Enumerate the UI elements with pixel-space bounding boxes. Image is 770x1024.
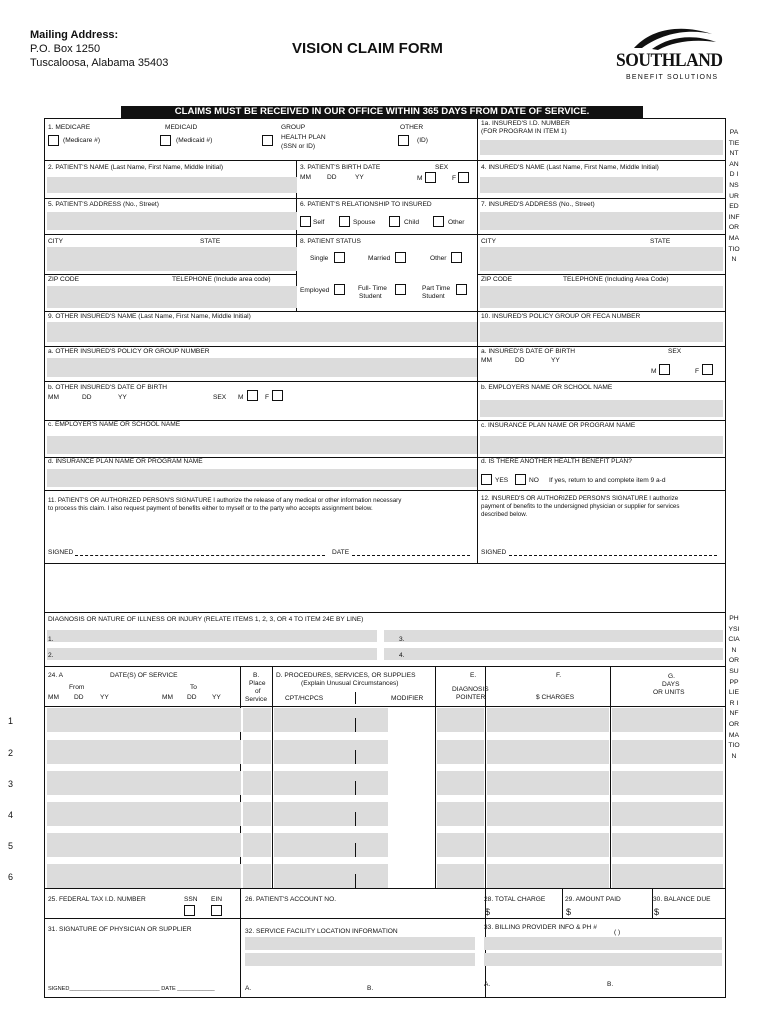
f8-label: 8. PATIENT STATUS [300, 238, 361, 245]
service-line-cell[interactable] [487, 740, 609, 764]
mailing-city: Tuscaloosa, Alabama 35403 [30, 57, 169, 69]
service-line-cell[interactable] [437, 802, 484, 826]
status-single-checkbox[interactable] [334, 252, 345, 263]
patient-address-input[interactable] [47, 212, 297, 230]
status-fulltime-checkbox[interactable] [395, 284, 406, 295]
f10c-label: c. INSURANCE PLAN NAME OR PROGRAM NAME [481, 422, 636, 429]
f25-ein: EIN [211, 896, 222, 903]
service-line-cell[interactable] [274, 771, 388, 795]
service-line-cell[interactable] [243, 802, 271, 826]
f33-a: A. [484, 981, 491, 988]
city-label-right: CITY [481, 238, 497, 245]
f31-signed[interactable]: SIGNED_____________________________ DATE ____________ [48, 986, 215, 992]
c24a-dd1: DD [74, 694, 84, 701]
service-line-cell[interactable] [437, 740, 484, 764]
service-line-cell[interactable] [612, 864, 723, 888]
other-id-checkbox[interactable] [398, 135, 409, 146]
service-line-number: 3 [8, 779, 14, 789]
f33-b: B. [607, 981, 614, 988]
f12-line2: payment of benefits to the undersigned physician or supplier for services [481, 503, 680, 510]
diagnosis-2-input[interactable] [57, 648, 377, 660]
insured-sex-f-checkbox[interactable] [702, 364, 713, 375]
f33-paren: ( ) [614, 929, 621, 936]
service-line-number: 4 [8, 810, 14, 820]
insured-name-input[interactable] [480, 177, 723, 193]
f28-label: 28. TOTAL CHARGE [484, 896, 546, 903]
f10d-yes: YES [495, 477, 509, 484]
c24e-3: POINTER [456, 694, 486, 701]
service-line-cell[interactable] [487, 771, 609, 795]
f8-fulltime-student: Student [359, 293, 382, 300]
modifier-divider [355, 692, 356, 704]
insurance-plan-input[interactable] [480, 436, 723, 454]
f1-other-label: OTHER [400, 124, 424, 131]
service-line-cell[interactable] [437, 833, 484, 857]
modifier-divider [355, 812, 356, 826]
f3-m: M [417, 175, 423, 182]
f29-label: 29. AMOUNT PAID [565, 896, 621, 903]
f11-date-label: DATE [332, 549, 350, 556]
f10a-dd: DD [515, 357, 525, 364]
phone-label-left: TELEPHONE (Include area code) [172, 276, 271, 283]
service-line-cell[interactable] [487, 802, 609, 826]
f1-group-label: GROUP [281, 124, 306, 131]
f3-yy: YY [355, 174, 364, 181]
f9b-dd: DD [82, 394, 92, 401]
patient-signature-line[interactable] [75, 555, 325, 556]
service-line-cell[interactable] [487, 833, 609, 857]
f1-medicaid-sub: (Medicaid #) [176, 137, 213, 144]
f8-employed: Employed [300, 287, 330, 294]
f11-line2: to process this claim. I also request payment of benefits either to myself or to the party who accepts assignment below. [48, 505, 373, 512]
f31-label: 31. SIGNATURE OF PHYSICIAN OR SUPPLIER [48, 926, 192, 933]
c24d-cpt: CPT/HCPCS [285, 695, 324, 702]
c24a-dates: DATE(S) OF SERVICE [110, 672, 178, 679]
zip-label-left: ZIP CODE [48, 276, 80, 283]
service-line-cell[interactable] [47, 833, 241, 857]
insured-zip-phone-input[interactable] [480, 286, 723, 308]
service-line-cell[interactable] [612, 833, 723, 857]
billing-line1-input[interactable] [484, 937, 722, 950]
service-line-number: 5 [8, 841, 14, 851]
status-other-checkbox[interactable] [451, 252, 462, 263]
f10a-yy: YY [551, 357, 560, 364]
other-plan-input[interactable] [47, 469, 477, 487]
patient-name-input[interactable] [47, 177, 297, 193]
c24a-mm1: MM [48, 694, 59, 701]
service-line-cell[interactable] [437, 771, 484, 795]
f3-dd: DD [327, 174, 337, 181]
service-line-cell[interactable] [274, 864, 388, 888]
f6-child: Child [404, 219, 420, 226]
side-physician-label: PHYSICIAN OR SUPPLIER INFORMATION [728, 615, 740, 760]
diagnosis-3-input[interactable] [409, 630, 723, 642]
status-employed-checkbox[interactable] [334, 284, 345, 295]
mailing-po-box: P.O. Box 1250 [30, 43, 101, 55]
f6-spouse: Spouse [353, 219, 376, 226]
service-line-cell[interactable] [243, 740, 271, 764]
f1-group-sub2: (SSN or ID) [281, 143, 316, 150]
service-line-cell[interactable] [487, 864, 609, 888]
patient-signature-date[interactable] [352, 555, 470, 556]
f10b-label: b. EMPLOYERS NAME OR SCHOOL NAME [481, 384, 613, 391]
service-line-cell[interactable] [47, 864, 241, 888]
f2-label: 2. PATIENT'S NAME (Last Name, First Name, Middle Initial) [48, 164, 224, 171]
service-line-cell[interactable] [47, 708, 241, 732]
service-line-cell[interactable] [612, 771, 723, 795]
f8-single: Single [310, 255, 329, 262]
f9b-yy: YY [118, 394, 127, 401]
c24a-yy1: YY [100, 694, 109, 701]
c24a-yy2: YY [212, 694, 221, 701]
f6-self: Self [313, 219, 325, 226]
service-line-cell[interactable] [274, 802, 388, 826]
c24a-mm2: MM [162, 694, 173, 701]
f9-label: 9. OTHER INSURED'S NAME (Last Name, First Name, Middle Initial) [48, 313, 251, 320]
service-line-number: 6 [8, 872, 14, 882]
f9b-sex-label: SEX [213, 394, 227, 401]
form-title: VISION CLAIM FORM [292, 40, 443, 57]
ssn-checkbox[interactable] [184, 905, 195, 916]
c24a-to: To [190, 684, 197, 691]
f11-line1: 11. PATIENT'S OR AUTHORIZED PERSON'S SIGNATURE I authorize the release of any medical or other information necessary [48, 497, 402, 504]
f1-medicare-sub: (Medicare #) [63, 137, 101, 144]
c24a-from: From [69, 684, 85, 691]
patient-sex-f-checkbox[interactable] [458, 172, 469, 183]
modifier-divider [355, 718, 356, 732]
service-line-cell[interactable] [612, 708, 723, 732]
f1-group-sub1: HEALTH PLAN [281, 134, 326, 141]
f9b-m: M [238, 394, 244, 401]
f12-signed-label: SIGNED [481, 549, 507, 556]
f25-label: 25. FEDERAL TAX I.D. NUMBER [48, 896, 146, 903]
f1a-label: 1a. INSURED'S I.D. NUMBER [481, 120, 570, 127]
group-health-checkbox[interactable] [262, 135, 273, 146]
f12-line3: described below. [481, 511, 528, 518]
service-line-cell[interactable] [47, 802, 241, 826]
f1-other-sub: (ID) [417, 137, 428, 144]
f9b-f: F [265, 394, 270, 401]
f5-label: 5. PATIENT'S ADDRESS (No., Street) [48, 201, 159, 208]
insured-id-input[interactable] [480, 140, 723, 155]
rel-self-checkbox[interactable] [300, 216, 311, 227]
other-employer-input[interactable] [47, 436, 477, 454]
f28-dollar: $ [485, 907, 491, 917]
rel-other-checkbox[interactable] [433, 216, 444, 227]
service-line-cell[interactable] [243, 833, 271, 857]
modifier-divider [355, 843, 356, 857]
service-line-cell[interactable] [47, 771, 241, 795]
other-insured-name-input[interactable] [47, 322, 477, 342]
diagnosis-1-input[interactable] [57, 630, 377, 642]
status-married-checkbox[interactable] [395, 252, 406, 263]
medicare-checkbox[interactable] [48, 135, 59, 146]
c24g-2: DAYS [662, 681, 680, 688]
f9a-label: a. OTHER INSURED'S POLICY OR GROUP NUMBER [48, 348, 210, 355]
patient-city-input[interactable] [47, 247, 297, 271]
service-line-cell[interactable] [243, 864, 271, 888]
side-patient-label: PATIENT AND INSURED INFORMATION [728, 129, 740, 264]
modifier-divider [355, 874, 356, 888]
phone-label-right: TELEPHONE (Including Area Code) [563, 276, 669, 283]
service-line-cell[interactable] [612, 740, 723, 764]
c24g-1: G. [668, 673, 675, 680]
f32-a: A. [245, 985, 252, 992]
insured-address-input[interactable] [480, 212, 723, 230]
f10-label: 10. INSURED'S POLICY GROUP OR FECA NUMBER [481, 313, 641, 320]
f26-label: 26. PATIENT'S ACCOUNT NO. [245, 896, 337, 903]
f10a-m: M [651, 368, 657, 375]
f10d-no: NO [529, 477, 539, 484]
f8-parttime-student: Student [422, 293, 445, 300]
ein-checkbox[interactable] [211, 905, 222, 916]
diag2-label: 2. [48, 652, 54, 659]
service-line-number: 1 [8, 716, 14, 726]
f9b-mm: MM [48, 394, 59, 401]
service-line-cell[interactable] [437, 708, 484, 732]
f9c-label: c. EMPLOYER'S NAME OR SCHOOL NAME [48, 421, 181, 428]
f10d-note: If yes, return to and complete item 9 a-d [549, 477, 666, 484]
service-line-cell[interactable] [243, 771, 271, 795]
f6-label: 6. PATIENT'S RELATIONSHIP TO INSURED [300, 201, 432, 208]
facility-line2-input[interactable] [245, 953, 475, 966]
f32-label: 32. SERVICE FACILITY LOCATION INFORMATION [245, 928, 398, 935]
c24g-3: OR UNITS [653, 689, 685, 696]
c24a-label: 24. A [48, 672, 64, 679]
f8-married: Married [368, 255, 391, 262]
f10a-label: a. INSURED'S DATE OF BIRTH [481, 348, 576, 355]
c24d-2: (Explain Unusual Circumstances) [301, 680, 399, 687]
rel-child-checkbox[interactable] [389, 216, 400, 227]
f9b-label: b. OTHER INSURED'S DATE OF BIRTH [48, 384, 167, 391]
state-label-left: STATE [200, 238, 221, 245]
f4-label: 4. INSURED'S NAME (Last Name, First Name, Middle Initial) [481, 164, 659, 171]
status-parttime-checkbox[interactable] [456, 284, 467, 295]
diag3-label: 3. [399, 636, 405, 643]
employer-name-input[interactable] [480, 400, 723, 417]
service-line-cell[interactable] [47, 740, 241, 764]
state-label-right: STATE [650, 238, 671, 245]
c24b-1: B. [253, 672, 260, 679]
c24d-mod: MODIFIER [391, 695, 424, 702]
diagnosis-label: DIAGNOSIS OR NATURE OF ILLNESS OR INJURY (RELATE ITEMS 1, 2, 3, OR 4 TO ITEM 24E BY LINE) [48, 616, 364, 623]
f29-dollar: $ [566, 907, 572, 917]
f8-fulltime: Full- Time [358, 285, 387, 292]
facility-line1-input[interactable] [245, 937, 475, 950]
c24f-1: F. [556, 672, 562, 679]
city-label-left: CITY [48, 238, 64, 245]
c24b-3: of [255, 688, 261, 695]
c24b-4: Service [245, 696, 267, 703]
service-line-cell[interactable] [274, 833, 388, 857]
service-line-cell[interactable] [274, 708, 388, 732]
f3-label: 3. PATIENT'S BIRTH DATE [300, 164, 381, 171]
service-line-cell[interactable] [274, 740, 388, 764]
f8-other: Other [430, 255, 447, 262]
service-line-cell[interactable] [612, 802, 723, 826]
patient-sex-m-checkbox[interactable] [425, 172, 436, 183]
service-line-number: 2 [8, 748, 14, 758]
f10a-sex-label: SEX [668, 348, 682, 355]
diagnosis-4-input[interactable] [409, 648, 723, 660]
f11-signed-label: SIGNED [48, 549, 74, 556]
insured-city-input[interactable] [480, 247, 723, 271]
f25-ssn: SSN [184, 896, 198, 903]
f8-parttime: Part Time [422, 285, 451, 292]
f10a-f: F [695, 368, 700, 375]
c24b-2: Place [249, 680, 266, 687]
f12-line1: 12. INSURED'S OR AUTHORIZED PERSON'S SIGNATURE I authorize [481, 495, 679, 502]
f9d-label: d. INSURANCE PLAN NAME OR PROGRAM NAME [48, 458, 203, 465]
c24e-1: E. [470, 672, 477, 679]
f1a-sub: (FOR PROGRAM IN ITEM 1) [481, 128, 567, 135]
diag4-label: 4. [399, 652, 405, 659]
f3-sex-label: SEX [435, 164, 449, 171]
diag1-label: 1. [48, 636, 54, 643]
f30-dollar: $ [654, 907, 660, 917]
swoosh-icon [612, 22, 727, 52]
southland-logo [612, 22, 727, 86]
f7-label: 7. INSURED'S ADDRESS (No., Street) [481, 201, 595, 208]
other-policy-input[interactable] [47, 358, 477, 377]
f10d-label: d. IS THERE ANOTHER HEALTH BENEFIT PLAN? [481, 458, 632, 465]
patient-zip-phone-input[interactable] [47, 286, 297, 308]
c24e-2: DIAGNOSIS [452, 686, 489, 693]
other-plan-yes-checkbox[interactable] [481, 474, 492, 485]
medicaid-checkbox[interactable] [160, 135, 171, 146]
zip-label-right: ZIP CODE [481, 276, 513, 283]
f1-medicare-label: 1. MEDICARE [48, 124, 91, 131]
insured-signature-line[interactable] [509, 555, 717, 556]
f10a-mm: MM [481, 357, 492, 364]
modifier-divider [355, 750, 356, 764]
logo-subtitle: BENEFIT SOLUTIONS [626, 74, 719, 81]
mailing-address-label: Mailing Address: [30, 29, 119, 41]
f32-b: B. [367, 985, 374, 992]
c24f-2: $ CHARGES [536, 694, 575, 701]
other-sex-f-checkbox[interactable] [272, 390, 283, 401]
f6-other: Other [448, 219, 465, 226]
policy-group-input[interactable] [480, 322, 723, 342]
f30-label: 30. BALANCE DUE [653, 896, 711, 903]
f3-mm: MM [300, 174, 311, 181]
c24a-dd2: DD [187, 694, 197, 701]
modifier-divider [355, 781, 356, 795]
service-line-cell[interactable] [487, 708, 609, 732]
service-line-cell[interactable] [243, 708, 271, 732]
insured-sex-m-checkbox[interactable] [659, 364, 670, 375]
c24d-1: D. PROCEDURES, SERVICES, OR SUPPLIES [276, 672, 416, 679]
f1-medicaid-label: MEDICAID [165, 124, 198, 131]
logo-wordmark: SOUTHLAND [616, 50, 723, 71]
f33-label: 33. BILLING PROVIDER INFO & PH # [484, 924, 597, 931]
service-line-cell[interactable] [437, 864, 484, 888]
f3-f: F [452, 175, 457, 182]
deadline-banner-text: CLAIMS MUST BE RECEIVED IN OUR OFFICE WITHIN 365 DAYS FROM DATE OF SERVICE. [174, 106, 590, 117]
rel-spouse-checkbox[interactable] [339, 216, 350, 227]
billing-line2-input[interactable] [484, 953, 722, 966]
other-plan-no-checkbox[interactable] [515, 474, 526, 485]
other-sex-m-checkbox[interactable] [247, 390, 258, 401]
